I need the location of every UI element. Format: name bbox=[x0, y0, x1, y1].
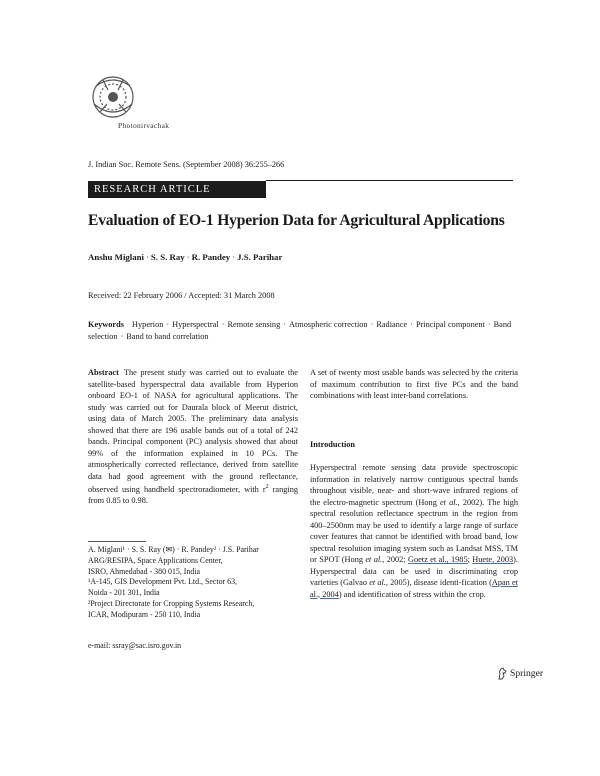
affiliation-line: ICAR, Modipuram - 250 110, India bbox=[88, 609, 201, 619]
springer-horse-icon bbox=[496, 667, 509, 680]
intro-text: , 2002; bbox=[382, 555, 408, 564]
keyword: Hyperion bbox=[132, 320, 164, 329]
abstract-label: Abstract bbox=[88, 368, 119, 377]
corresponding-email: e-mail: ssray@sac.isro.gov.in bbox=[88, 641, 182, 650]
intro-text: , 2002). The high spectral resolution reflectance spectrum in the region from 400–2500nm may be used to identify a large range of surface cover features that cannot be identified with broad band, low spectral resolution imaging system such as Landsat MSS, TM or SPOT (Hong bbox=[310, 497, 518, 564]
author-name: R. Pandey bbox=[191, 252, 231, 262]
keyword: Band to band correlation bbox=[126, 331, 209, 341]
intro-text: et al. bbox=[365, 555, 383, 564]
publisher-logo-text: Springer bbox=[510, 668, 544, 679]
footnote-rule bbox=[88, 541, 146, 542]
keyword: Atmospheric correction bbox=[289, 320, 368, 329]
keyword: Band selection bbox=[88, 320, 512, 341]
section-heading-introduction: Introduction bbox=[310, 440, 356, 449]
superscript: 2 bbox=[265, 484, 269, 490]
citation-link-apan[interactable]: Apan et al., 2004 bbox=[310, 578, 518, 599]
keyword: Remote sensing bbox=[227, 320, 281, 329]
citation-link-huete[interactable]: Huete, 2003 bbox=[472, 555, 514, 564]
paper-title: Evaluation of EO-1 Hyperion Data for Agricultural Applications bbox=[88, 212, 505, 229]
keywords-label: Keywords bbox=[88, 320, 124, 329]
abstract bbox=[88, 367, 298, 507]
author-name: J.S. Parihar bbox=[237, 252, 283, 262]
header-rule bbox=[266, 180, 513, 181]
introduction-paragraph bbox=[310, 462, 518, 600]
citation-link-goetz[interactable]: Goetz et al., 1985 bbox=[407, 555, 468, 564]
intro-text: et al. bbox=[369, 578, 386, 587]
keywords-block: Keywords Hyperion · Hyperspectral · Remote sensing · Atmospheric correction · Radiance · Principal component · Band selection · Band to band correlation bbox=[88, 320, 512, 341]
author-list: Anshu Miglani · S. S. Ray · R. Pandey · J.S. Parihar bbox=[88, 252, 283, 262]
affiliation-line: ISRO, Ahmedabad - 380 015, India bbox=[88, 566, 200, 576]
intro-text: Hyperspectral remote sensing data provide spectroscopic information in relatively narrow contiguous spectral bands throughout visible, near- and short-wave infrared regions of the electro-magnetic spectrum (Hong bbox=[310, 463, 518, 507]
received-accepted-dates: Received: 22 February 2006 / Accepted: 31 March 2008 bbox=[88, 291, 275, 300]
affiliation-line: ¹A-145, GIS Development Pvt. Ltd., Sector 63, bbox=[88, 577, 237, 587]
abstract-text: The present study was carried out to evaluate the satellite-based hyperspectral data available from Hyperion onboard EO-1 of NASA for agricultural applications. The study was carried out for Daurala block of Meerut district, using data of March 2005. The preliminary data analysis showed that there are 196 usable bands out of a total of 242 bands. Principal component (PC) analysis showed that about 99% of the information explained in 10 PCs. The atmospherically corrected reflectance, derived from satellite data had good agreement with the ground reflectance, observed using handheld spectroradiometer, with r bbox=[88, 368, 298, 494]
photonirvachak-logo bbox=[88, 72, 138, 126]
affiliations bbox=[88, 545, 303, 621]
journal-citation: J. Indian Soc. Remote Sens. (September 2008) 36:255–266 bbox=[88, 160, 285, 169]
affiliation-line: ²Project Directorate for Cropping Systems Research, bbox=[88, 598, 255, 608]
article-type-label: RESEARCH ARTICLE bbox=[94, 184, 211, 195]
keyword: Hyperspectral bbox=[172, 320, 219, 329]
keyword: Radiance bbox=[376, 320, 408, 329]
affiliation-line: Noida - 201 301, India bbox=[88, 588, 160, 598]
abstract-text-end: ranging from 0.85 to 0.98. bbox=[88, 484, 298, 506]
abstract-continuation: A set of twenty most usable bands was selected by the criteria of maximum contribution to first five PCs and the band combinations with least inter-band correlations. bbox=[310, 368, 518, 400]
intro-text: ) and identification of stress within the crop. bbox=[338, 589, 486, 599]
affiliation-line: ARG/RESIPA, Space Applications Center, bbox=[88, 555, 223, 565]
intro-text: et al. bbox=[439, 497, 458, 507]
keyword: Principal component bbox=[415, 320, 485, 329]
intro-text: ; bbox=[467, 555, 473, 564]
intro-text: , 2005), disease identi-fication ( bbox=[385, 578, 492, 587]
affiliation-line: A. Miglani¹ · S. S. Ray (✉) · R. Pandey² · J.S. Parihar bbox=[88, 545, 259, 554]
author-name: Anshu Miglani bbox=[88, 252, 144, 262]
author-name: S. S. Ray bbox=[150, 252, 185, 262]
intro-text: ). Hyperspectral data can be used in discriminating crop varieties (Galvao bbox=[310, 555, 518, 587]
logo-wordmark: Photonirvachak bbox=[118, 121, 170, 130]
